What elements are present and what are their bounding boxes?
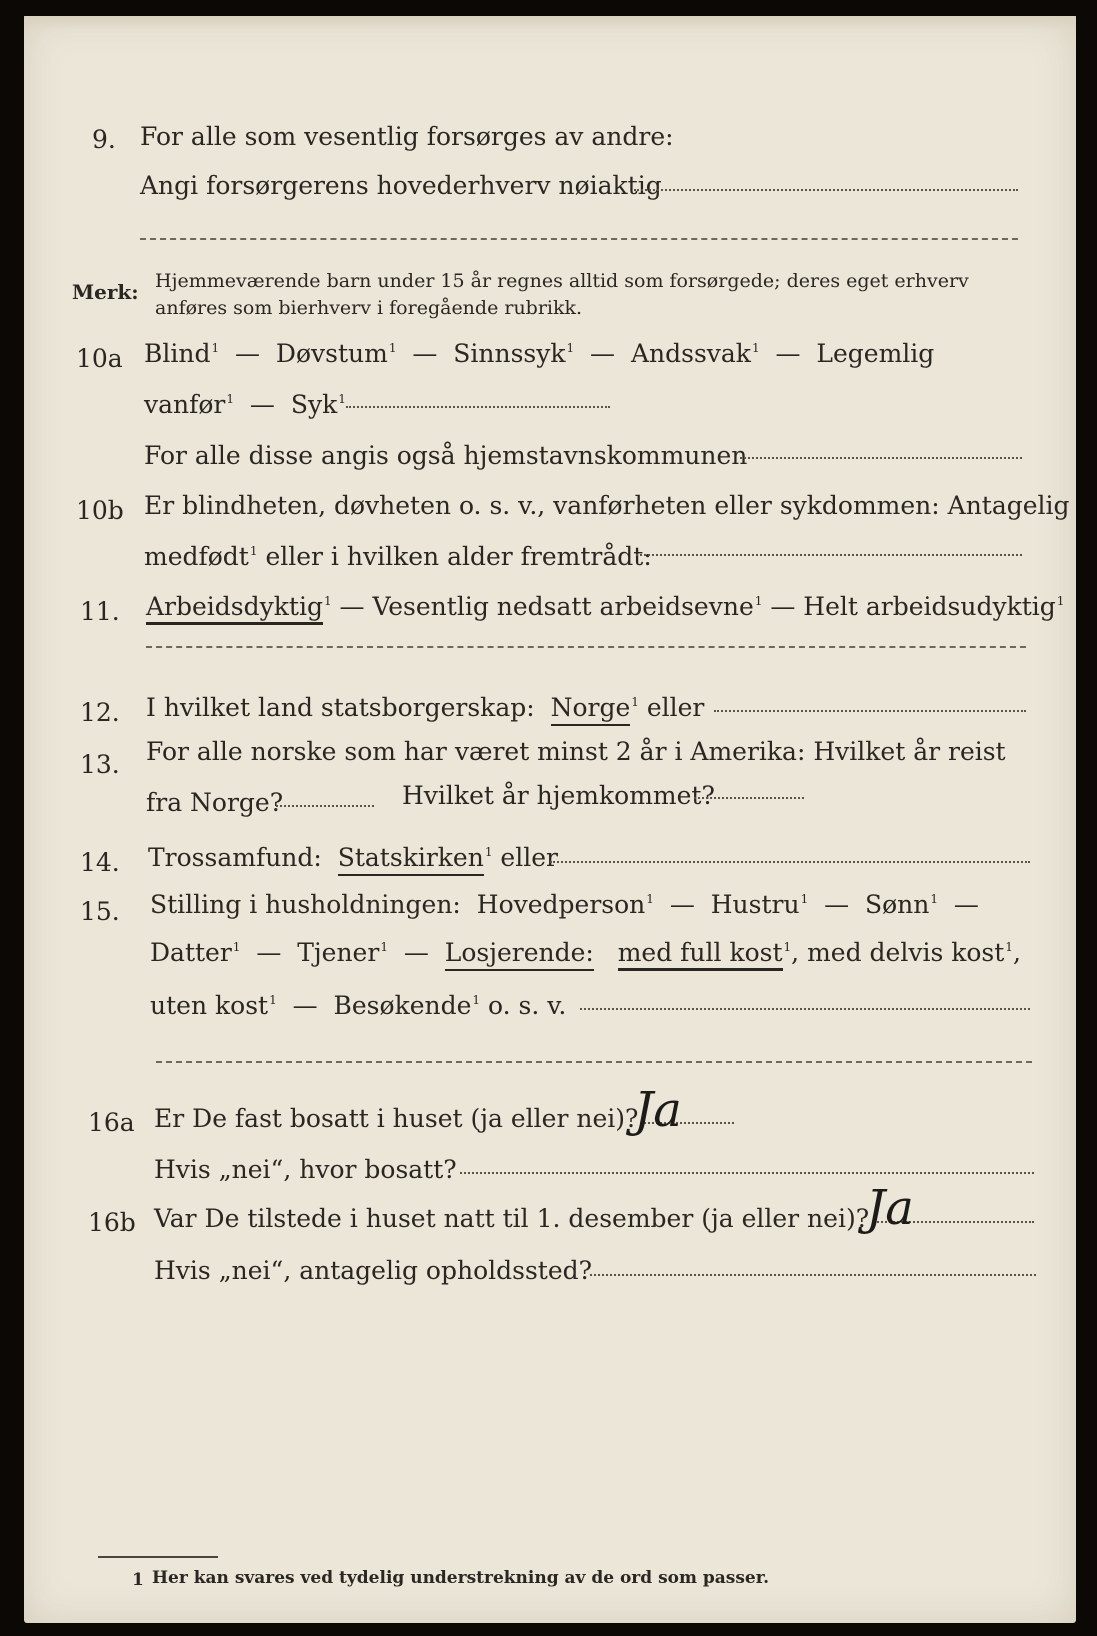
q10b-line1: Er blindheten, døvheten o. s. v., vanførheten eller sykdommen: Antagelig	[144, 491, 1070, 520]
q9-answer-line[interactable]	[634, 189, 1018, 191]
option-arbeidsdyktig[interactable]: Arbeidsdyktig	[146, 592, 323, 625]
merk-line1: Hjemmeværende barn under 15 år regnes alltid som forsørgede; deres eget erhverv	[155, 270, 969, 292]
q15-answer-line-2[interactable]	[156, 1061, 1032, 1063]
q12-eller: eller	[646, 693, 705, 722]
option-andssvak[interactable]: Andssvak	[630, 339, 751, 368]
option-hovedperson[interactable]: Hovedperson	[476, 890, 646, 919]
option-hustru[interactable]: Hustru	[710, 890, 800, 919]
q16b-number: 16b	[88, 1208, 136, 1237]
q15-number: 15.	[80, 897, 120, 926]
q13-fra-norge: fra Norge?	[146, 788, 284, 817]
q12-answer-line[interactable]	[714, 710, 1026, 712]
option-med-full-kost[interactable]: med full kost	[618, 938, 783, 971]
q10a-answer-line[interactable]	[346, 406, 610, 408]
option-syk[interactable]: Syk	[290, 390, 338, 419]
option-sonn[interactable]: Sønn	[865, 890, 930, 919]
footnote-divider	[98, 1556, 218, 1558]
q12-label: I hvilket land statsborgerskap:	[146, 693, 535, 722]
option-sinnssyk[interactable]: Sinnssyk	[453, 339, 566, 368]
option-besokende[interactable]: Besøkende	[333, 991, 472, 1020]
option-vanfor[interactable]: vanfør	[144, 390, 226, 419]
q14-number: 14.	[80, 848, 120, 877]
q13-line1: For alle norske som har været minst 2 år i Amerika: Hvilket år reist	[146, 737, 1006, 766]
q16b-opholdssted-line[interactable]	[590, 1274, 1036, 1276]
option-statskirken[interactable]: Statskirken	[338, 843, 484, 876]
option-vesentlig-nedsatt[interactable]: Vesentlig nedsatt arbeidsevne	[372, 592, 754, 621]
option-uten-kost[interactable]: uten kost	[150, 991, 269, 1020]
q16a-handwritten-answer[interactable]: Ja	[634, 1082, 682, 1138]
option-datter[interactable]: Datter	[150, 938, 232, 967]
q16a-number: 16a	[88, 1108, 135, 1137]
q15-answer-line[interactable]	[580, 1008, 1030, 1010]
q10b-line2: medfødt$^1$ eller i hvilken alder fremtrådt:	[144, 542, 652, 571]
option-norge[interactable]: Norge	[551, 693, 631, 726]
option-legemlig[interactable]: Legemlig	[816, 339, 935, 368]
q16b-line2: Hvis „nei“, antagelig opholdssted?	[154, 1256, 593, 1285]
q15-label: Stilling i husholdningen:	[150, 890, 461, 919]
q12-line: I hvilket land statsborgerskap: Norge$^1$ eller	[146, 695, 704, 720]
q12-number: 12.	[80, 698, 120, 727]
q10a-hjemstavn-line[interactable]	[740, 457, 1022, 459]
footnote-text: Her kan svares ved tydelig understrekning av de ord som passer.	[152, 1568, 770, 1588]
option-med-delvis-kost[interactable]: med delvis kost	[807, 938, 1005, 967]
q15-osv: o. s. v.	[488, 991, 567, 1020]
option-helt-arbeidsudyktig[interactable]: Helt arbeidsudyktig	[803, 592, 1056, 621]
option-blind[interactable]: Blind	[144, 339, 211, 368]
option-tjener[interactable]: Tjener	[297, 938, 380, 967]
q13-hjemkommet-line[interactable]	[694, 797, 804, 799]
q16b-handwritten-answer[interactable]: Ja	[866, 1180, 914, 1236]
option-medfodt[interactable]: medfødt	[144, 542, 249, 571]
q13-number: 13.	[80, 750, 120, 779]
q16b-line1: Var De tilstede i huset natt til 1. desember (ja eller nei)?	[154, 1204, 870, 1233]
q16a-bosatt-line[interactable]	[460, 1172, 1034, 1174]
q14-eller: eller	[500, 843, 558, 872]
option-losjerende[interactable]: Losjerende:	[445, 938, 594, 971]
option-dovstum[interactable]: Døvstum	[275, 339, 388, 368]
q10a-number: 10a	[76, 344, 123, 373]
q13-reist-line[interactable]	[276, 805, 374, 807]
q9-line1: For alle som vesentlig forsørges av andre:	[140, 122, 674, 151]
footnote-marker: 1	[132, 1570, 144, 1590]
q10b-number: 10b	[76, 496, 124, 525]
q10b-line2-rest: eller i hvilken alder fremtrådt:	[265, 542, 652, 571]
q15-line3: uten kost$^1$ — Besøkende$^1$ o. s. v.	[150, 991, 567, 1020]
q15-line1: Stilling i husholdningen: Hovedperson$^1$ — Hustru$^1$ — Sønn$^1$ —	[150, 890, 979, 919]
q10a-line1: Blind$^1$ — Døvstum$^1$ — Sinnssyk$^1$ — Andssvak$^1$ — Legemlig	[144, 339, 935, 368]
q9-answer-line-2[interactable]	[140, 238, 1018, 240]
q14-answer-line[interactable]	[550, 861, 1030, 863]
q11-answer-line[interactable]	[146, 646, 1026, 648]
q16a-line1: Er De fast bosatt i huset (ja eller nei)?	[154, 1104, 639, 1133]
q10b-answer-line[interactable]	[636, 554, 1022, 556]
q10a-line2: vanfør$^1$ — Syk$^1$	[144, 390, 346, 419]
q11-number: 11.	[80, 597, 120, 626]
merk-line2: anføres som bierhverv i foregående rubrikk.	[155, 297, 583, 319]
q9-number: 9.	[92, 125, 116, 154]
q9-line2: Angi forsørgerens hovederhverv nøiaktig	[140, 171, 662, 200]
q15-line2: Datter$^1$ — Tjener$^1$ — Losjerende: med full kost$^1$, med delvis kost$^1$,	[150, 940, 1021, 965]
q13-hjemkommet: Hvilket år hjemkommet?	[402, 781, 715, 810]
q14-line: Trossamfund: Statskirken$^1$ eller	[148, 845, 558, 870]
merk-label: Merk:	[72, 280, 139, 304]
q14-label: Trossamfund:	[148, 843, 322, 872]
q16a-line2: Hvis „nei“, hvor bosatt?	[154, 1155, 457, 1184]
q10a-line3: For alle disse angis også hjemstavnskommunen	[144, 441, 748, 470]
census-form-page	[24, 16, 1076, 1623]
q11-line1: Arbeidsdyktig$^1$ — Vesentlig nedsatt arbeidsevne$^1$ — Helt arbeidsudyktig$^1$	[146, 594, 1064, 619]
